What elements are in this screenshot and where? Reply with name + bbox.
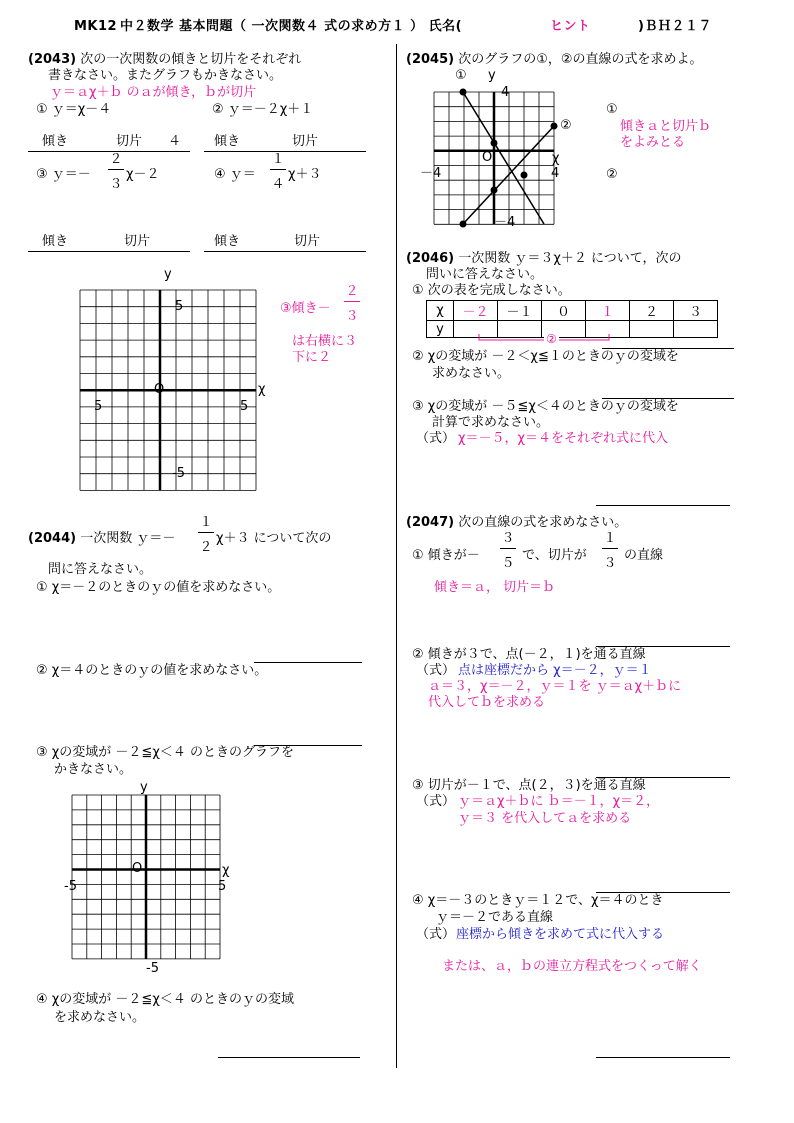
q2045-y-label: y bbox=[488, 68, 496, 83]
q2044-graph-x5: 5 bbox=[218, 879, 227, 894]
q2043-p4-slope-label: 傾き bbox=[214, 234, 241, 249]
q2047-p4-formula-label: （式） bbox=[416, 927, 456, 942]
q2045-number: (2045) bbox=[406, 52, 455, 67]
q2047-p1-c: の直線 bbox=[624, 548, 664, 563]
q2043-p4-label: ④ ｙ＝ bbox=[214, 167, 256, 182]
q2047-p3-formula-label: （式） bbox=[416, 794, 456, 809]
q2043-graph-hint-numerator: ２ bbox=[345, 284, 359, 299]
q2047-p1-numerator: ３ bbox=[501, 531, 515, 546]
q2046-p1: ① 次の表を完成しなさい。 bbox=[412, 283, 571, 298]
q2047-p3-hint-line2: ｙ＝３ を代入してａを求める bbox=[458, 811, 632, 826]
q2043-p2: ② ｙ＝－２χ＋１ bbox=[212, 102, 314, 117]
q2045-hint-line1: 傾きａと切片ｂ bbox=[620, 119, 712, 134]
q2047-p4-hint-line1: 座標から傾きを求めて式に代入する bbox=[456, 927, 665, 942]
q2044-text-a: 一次関数 ｙ＝－ bbox=[80, 531, 176, 546]
q2043-p2-slope-label: 傾き bbox=[214, 134, 241, 149]
q2043-p3-label: ③ ｙ＝－ bbox=[36, 167, 91, 182]
q2045-hint-line2: をよみとる bbox=[620, 135, 686, 150]
q2043-graph-grid[interactable] bbox=[80, 290, 260, 490]
q2043-p2-intercept-label: 切片 bbox=[292, 134, 319, 149]
graph-point bbox=[551, 123, 558, 130]
q2047-p1-fraction bbox=[500, 532, 516, 570]
q2046-p3-line2: 計算で求めなさい。 bbox=[432, 415, 550, 430]
q2043-number: (2043) bbox=[28, 52, 77, 67]
q2046-p2-answer-line bbox=[602, 348, 734, 349]
q2043-graph-x5: 5 bbox=[240, 399, 249, 414]
q2047-p4-hint-line2: または、ａ，ｂの連立方程式をつくって解く bbox=[442, 959, 702, 974]
q2046-table-x-row bbox=[427, 301, 718, 321]
q2044-p3-answer-line bbox=[254, 745, 362, 746]
column-divider bbox=[396, 44, 397, 1068]
grid-lines bbox=[434, 92, 554, 224]
q2044-denominator: ２ bbox=[199, 540, 213, 555]
q2045-x-label: χ bbox=[552, 151, 560, 166]
q2045-line2-label: ② bbox=[560, 118, 572, 133]
q2045-answer1-label: ① bbox=[606, 102, 618, 117]
q2043-graph-xneg5: 5 bbox=[94, 399, 103, 414]
q2043-graph-hint-denominator: ３ bbox=[345, 309, 359, 324]
q2043-hint: ｙ＝ａχ＋ｂ のａが傾き，ｂが切片 bbox=[50, 85, 257, 100]
worksheet-code: MK12 bbox=[74, 19, 118, 34]
q2047-p1-a: ① 傾きが－ bbox=[412, 548, 480, 563]
q2043-graph-hint-line3: 下に２ bbox=[292, 350, 332, 365]
q2044-graph-x-label: χ bbox=[222, 863, 230, 878]
q2045-text-body: 次のグラフの①，②の直線の式を求めよ。 bbox=[458, 52, 703, 67]
q2043-p1: ① ｙ＝χ－４ bbox=[36, 102, 112, 117]
line-1 bbox=[463, 92, 544, 224]
q2044-graph-xneg5: -5 bbox=[64, 879, 77, 894]
q2047-p3: ③ 切片が－１で、点(２，３)を通る直線 bbox=[412, 778, 646, 793]
q2043-graph-hint-line2: は右横に３ bbox=[292, 334, 358, 349]
q2044-graph-yneg5: -5 bbox=[146, 961, 159, 976]
q2047-text-body: 次の直線の式を求めなさい。 bbox=[458, 515, 628, 530]
q2043-graph-origin: O bbox=[154, 382, 165, 397]
q2043-p3-slope-label: 傾き bbox=[42, 234, 69, 249]
q2047-p1-hint: 傾き＝ａ， 切片＝ｂ bbox=[434, 580, 556, 595]
q2047-p3-hint-line1: ｙ＝ａχ＋ｂに ｂ＝－１，χ＝２， bbox=[458, 794, 660, 809]
q2046-range-bracket-label: ② bbox=[546, 332, 557, 346]
q2043-graph-hint-line1: ③傾き－ bbox=[280, 301, 331, 316]
q2043-text-line2: 書きなさい。またグラフもかきなさい。 bbox=[48, 68, 283, 83]
q2043-p3-answer-line bbox=[28, 251, 190, 252]
graph-point bbox=[460, 89, 467, 96]
q2045-xneg4: －4 bbox=[420, 166, 442, 181]
q2043-p3-fraction bbox=[108, 153, 124, 191]
q2044-p4-line2: を求めなさい。 bbox=[54, 1010, 146, 1025]
table-cell: １ bbox=[586, 301, 630, 321]
q2044-text-line2: 問に答えなさい。 bbox=[48, 562, 153, 577]
q2045-yneg4: －4 bbox=[494, 215, 516, 230]
table-cell: －１ bbox=[498, 301, 542, 321]
q2047-p4-answer-line bbox=[596, 1057, 730, 1058]
q2043-graph-hint-fraction bbox=[344, 285, 360, 323]
q2043-p4-tail: χ＋３ bbox=[288, 167, 322, 182]
q2043-p4-numerator: １ bbox=[271, 152, 285, 167]
q2047-p1-fraction2 bbox=[602, 532, 618, 570]
q2043-text bbox=[28, 53, 301, 68]
table-cell: ０ bbox=[542, 301, 586, 321]
q2044-graph-y-label: y bbox=[140, 780, 148, 795]
q2043-graph-x-label: χ bbox=[258, 382, 266, 397]
grid-lines bbox=[80, 290, 256, 490]
q2046-formula-hint: χ＝－５，χ＝４をそれぞれ式に代入 bbox=[458, 431, 669, 446]
q2047-p1-numerator2: １ bbox=[603, 531, 617, 546]
q2044-fraction bbox=[198, 516, 214, 554]
q2046-number: (2046) bbox=[406, 251, 455, 266]
hint-label: ヒント bbox=[550, 19, 591, 34]
q2047-p2-hint-line1: 点は座標だから χ＝－２，ｙ＝１ bbox=[458, 663, 652, 678]
q2044-text-b: χ＋３ について次の bbox=[216, 531, 332, 546]
q2046-p2-line2: 求めなさい。 bbox=[432, 366, 511, 381]
q2044-p3-line1: ③ χの変域が －２≦χ＜４ のときのグラフを bbox=[36, 745, 294, 760]
q2044-p3-line2: かきなさい。 bbox=[54, 762, 133, 777]
q2043-p1-slope-label: 傾き bbox=[42, 134, 69, 149]
q2045-graph bbox=[434, 92, 554, 224]
q2044-number: (2044) bbox=[28, 531, 77, 546]
q2043-p4-denominator: ４ bbox=[271, 177, 285, 192]
q2044-numerator: １ bbox=[199, 515, 213, 530]
table-cell: ３ bbox=[674, 301, 718, 321]
q2047-text bbox=[406, 516, 627, 531]
q2045-y4: 4 bbox=[501, 85, 510, 100]
q2046-p3-answer-line-top bbox=[602, 398, 734, 399]
q2043-p3-intercept-label: 切片 bbox=[124, 234, 151, 249]
q2044-p1: ① χ＝－２のときのｙの値を求めなさい。 bbox=[36, 580, 281, 595]
worksheet-serial: )ＢＨ２１７ bbox=[638, 19, 712, 34]
q2047-p1-denominator: ５ bbox=[501, 556, 515, 571]
graph-point bbox=[521, 172, 528, 179]
graph-point bbox=[460, 221, 467, 228]
q2044-p2: ② χ＝４のときのｙの値を求めなさい。 bbox=[36, 663, 268, 678]
q2045-answer2-label: ② bbox=[606, 167, 618, 182]
q2047-p4-line2: ｙ＝－２である直線 bbox=[436, 910, 554, 925]
q2045-text bbox=[406, 53, 703, 68]
table-cell: y bbox=[427, 321, 454, 338]
q2046-text bbox=[406, 252, 681, 267]
q2043-p4-answer-line bbox=[204, 251, 366, 252]
q2047-p1-denominator2: ３ bbox=[603, 556, 617, 571]
q2047-p2-formula-label: （式） bbox=[416, 663, 456, 678]
q2047-number: (2047) bbox=[406, 515, 455, 530]
q2043-p1-intercept-label: 切片 bbox=[116, 134, 143, 149]
q2047-p1-b: で、切片が bbox=[522, 548, 587, 563]
table-cell: －２ bbox=[454, 301, 498, 321]
q2043-graph-y-label: y bbox=[164, 267, 172, 282]
q2043-p1-intercept-answer: ４ bbox=[168, 134, 182, 149]
q2046-p3-line1: ③ χの変域が －５≦χ＜４のときのｙの変域を bbox=[412, 399, 679, 414]
q2044-p4-answer-line bbox=[218, 1057, 360, 1058]
q2043-p4-fraction bbox=[270, 153, 286, 191]
q2045-line1-label: ① bbox=[455, 68, 467, 83]
table-input-cell[interactable] bbox=[630, 321, 674, 338]
q2044-text bbox=[28, 532, 175, 547]
graph-point bbox=[491, 187, 498, 194]
worksheet-title: 中２数学 基本問題（ 一次関数４ 式の求め方１ ） 氏名( bbox=[120, 19, 463, 34]
q2043-p3-tail: χ－２ bbox=[126, 167, 160, 182]
graph-lines bbox=[460, 89, 558, 228]
q2047-p2: ② 傾きが３で、点(－２，１)を通る直線 bbox=[412, 647, 646, 662]
q2046-p3-answer-line bbox=[596, 505, 730, 506]
q2047-p4-line1: ④ χ＝－３のときｙ＝１２で、χ＝４のとき bbox=[412, 893, 664, 908]
q2044-graph-grid[interactable] bbox=[72, 795, 222, 960]
grid-lines bbox=[72, 795, 220, 959]
q2044-graph-origin: O bbox=[132, 861, 143, 876]
q2045-origin: O bbox=[482, 150, 493, 165]
q2043-p4-intercept-label: 切片 bbox=[294, 234, 321, 249]
q2043-graph-y5: 5 bbox=[175, 299, 184, 314]
q2046-p2-line1: ② χの変域が －２＜χ≦１のときのｙの変域を bbox=[412, 349, 679, 364]
q2046-text-a: 一次関数 ｙ＝３χ＋２ について，次の bbox=[458, 251, 682, 266]
table-cell: ２ bbox=[630, 301, 674, 321]
q2047-p2-hint-line3: 代入してｂを求める bbox=[428, 695, 546, 710]
q2047-p2-hint-line2: ａ＝３，χ＝－２，ｙ＝１を ｙ＝ａχ＋ｂに bbox=[428, 679, 682, 694]
q2043-graph-yneg5: -5 bbox=[172, 466, 185, 481]
q2046-value-table bbox=[426, 300, 718, 338]
q2046-text-line2: 問いに答えなさい。 bbox=[426, 267, 544, 282]
graph-point bbox=[491, 140, 498, 147]
q2044-p4-line1: ④ χの変域が －２≦χ＜４ のときのｙの変域 bbox=[36, 992, 294, 1007]
q2045-x4: 4 bbox=[551, 166, 560, 181]
q2044-p2-answer-line bbox=[254, 662, 362, 663]
table-cell: χ bbox=[427, 301, 454, 321]
q2043-p2-answer-line bbox=[204, 151, 366, 152]
q2043-p3-numerator: ２ bbox=[109, 152, 123, 167]
q2046-formula-label: （式） bbox=[416, 431, 456, 446]
q2043-text-line1: 次の一次関数の傾きと切片をそれぞれ bbox=[80, 52, 302, 67]
q2043-p3-denominator: ３ bbox=[109, 177, 123, 192]
table-input-cell[interactable] bbox=[674, 321, 718, 338]
